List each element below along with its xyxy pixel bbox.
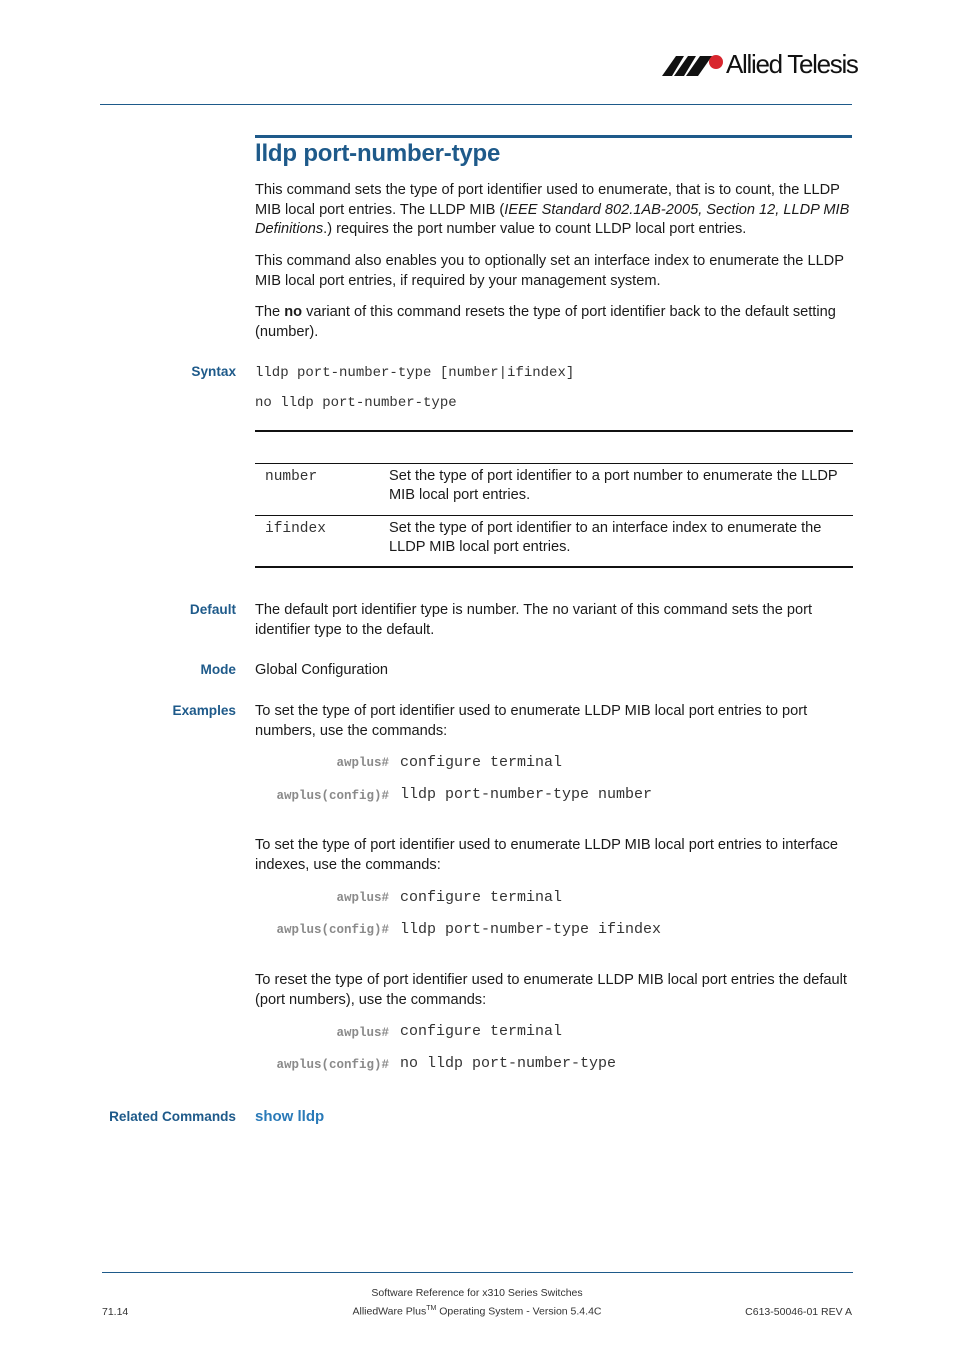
examples-label: Examples [172, 703, 236, 718]
allied-telesis-logo [662, 49, 858, 79]
show-lldp-link[interactable]: show lldp [255, 1108, 325, 1125]
footer-title: Software Reference for x310 Series Switches [371, 1287, 583, 1299]
example-2-command-2: lldp port-number-type ifindex [400, 921, 662, 938]
table-header-rule [255, 463, 853, 464]
example-3-command-2: no lldp port-number-type [400, 1055, 617, 1072]
param-description: Set the type of port identifier to a port number to enumerate the LLDP MIB local port entries. [389, 468, 838, 503]
example-3-prompt-1: awplus# [336, 1026, 389, 1040]
header-rule [100, 104, 852, 105]
table-bottom-rule [255, 566, 853, 568]
mode-label: Mode [200, 662, 236, 677]
example-2-command-1: configure terminal [400, 889, 563, 906]
logo-mark-icon [662, 52, 724, 78]
footer-rule [102, 1272, 853, 1273]
example-1-command-2: lldp port-number-type number [400, 786, 653, 803]
intro-paragraph-1: This command sets the type of port identifier used to enumerate, that is to count, the LLDP MIB local port entries. The LLDP MIB (IEEE Standard 802.1AB-2005, Section 12, LLDP MIB Definitions.) requires the port number value to count LLDP local port entries. [255, 182, 850, 237]
param-name: ifindex [265, 521, 326, 537]
syntax-label: Syntax [191, 364, 236, 379]
example-3-prompt-2: awplus(config)# [276, 1058, 389, 1072]
intro-paragraph-3: The no variant of this command resets the type of port identifier back to the default setting (number). [255, 304, 836, 340]
related-commands-label: Related Commands [109, 1109, 236, 1124]
title-rule [255, 135, 852, 138]
footer-version: AlliedWare Plus™ Operating System - Version 5.4.4C [352, 1305, 602, 1318]
example-3-intro: To reset the type of port identifier used to enumerate LLDP MIB local port entries the default (port numbers), use the commands: [255, 972, 847, 1008]
example-1-prompt-1: awplus# [336, 756, 389, 770]
table-top-rule [255, 430, 853, 432]
example-2-prompt-2: awplus(config)# [276, 923, 389, 937]
example-3-command-1: configure terminal [400, 1023, 563, 1040]
footer-page-number: 71.14 [102, 1306, 129, 1318]
syntax-line-2: no lldp port-number-type [255, 395, 457, 411]
example-2-intro: To set the type of port identifier used to enumerate LLDP MIB local port entries to interface indexes, use the commands: [255, 837, 838, 873]
param-description: Set the type of port identifier to an interface index to enumerate the LLDP MIB local port entries. [389, 520, 822, 555]
logo-text: Allied Telesis [726, 49, 858, 79]
mode-text: Global Configuration [255, 662, 389, 678]
example-1-command-1: configure terminal [400, 754, 563, 771]
table-row-rule [255, 515, 853, 516]
syntax-line-1: lldp port-number-type [number|ifindex] [255, 365, 575, 381]
intro-paragraph-2: This command also enables you to optionally set an interface index to enumerate the LLDP MIB local port entries, if required by your management system. [255, 253, 844, 289]
example-1-prompt-2: awplus(config)# [276, 789, 389, 803]
footer-doc-number: C613-50046-01 REV A [745, 1306, 852, 1318]
page-title: lldp port-number-type [255, 140, 501, 167]
example-1-intro: To set the type of port identifier used to enumerate LLDP MIB local port entries to port numbers, use the commands: [255, 703, 808, 739]
default-label: Default [189, 602, 236, 617]
default-text: The default port identifier type is number. The no variant of this command sets the port identifier type to the default. [255, 602, 813, 638]
example-2-prompt-1: awplus# [336, 891, 389, 905]
param-name: number [265, 469, 318, 485]
